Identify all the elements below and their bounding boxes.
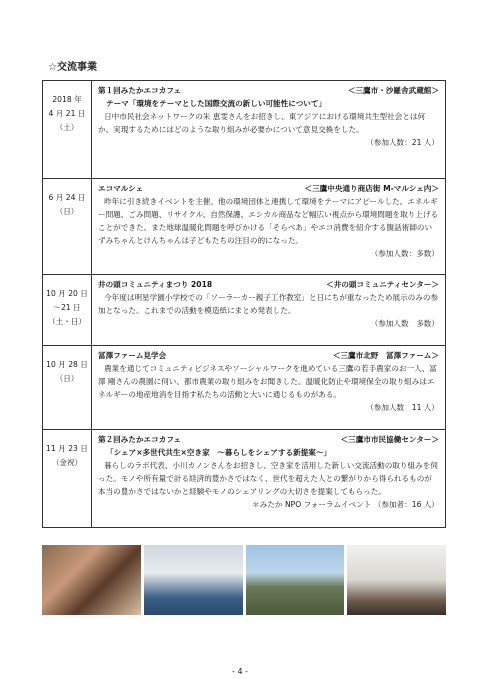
date-line: （金祝） xyxy=(51,458,83,467)
event-title: 第１回みたかエコカフェ xyxy=(98,86,182,95)
event-body xyxy=(92,179,446,275)
date-line: 6 月 24 日 xyxy=(48,193,86,202)
date-line: （日） xyxy=(55,374,79,383)
event-description: 暮らしのラボ代表、小川カノンさんをお招きし、空き家を活用した新しい交流活動の取り組みを伺った。モノや所有量で計る経済的豊かさではなく、世代を超えた人との繋がりから得られるものが本当の豊かさではないかと経験やモノのシェアリングの大切さを提案してもらった。 xyxy=(98,461,438,496)
event-venue: ＜三鷹市・沙羅舎武蔵館＞ xyxy=(347,86,439,95)
date-cell xyxy=(43,81,92,179)
table-row xyxy=(43,81,446,179)
date-line: （土） xyxy=(55,123,79,132)
date-cell xyxy=(43,179,92,275)
event-participants: （参加者：16 人） xyxy=(373,500,439,509)
photo-mascot-event xyxy=(144,545,243,615)
event-venue: ＜三鷹中央通り商店街 M-マルシェ内＞ xyxy=(304,184,439,193)
section-heading: ☆交流事業 xyxy=(48,62,97,73)
page-number: - 4 - xyxy=(232,667,248,676)
date-cell xyxy=(43,346,92,430)
event-description: 農業を通じてコミュニティビジネスやソーシャルワークを進めている三鷹の若手農家のお一人、冨澤 剛さんの農園に伺い、都市農業の取り組みをお聞きした。温暖化防止や環境保全の取り組みはエネルギーの地産地消を目指す私たちの活動と大いに通じるものがある。 xyxy=(98,364,437,399)
event-body xyxy=(92,346,446,430)
event-body xyxy=(92,81,446,179)
event-participants: （参加人数 多数） xyxy=(370,319,439,328)
event-participants: （参加人数：多数） xyxy=(370,249,439,258)
event-venue: ＜三鷹市市民協働センター＞ xyxy=(340,435,439,444)
date-line: ～21 日 xyxy=(53,303,81,312)
date-line: （日） xyxy=(55,207,79,216)
photo-farm-visit xyxy=(246,545,345,615)
event-description: 今年度は明星学園小学校での「ソーラーカー親子工作教室」と日にちが重なったため展示のみの参加となった。これまでの活動を模造紙にまとめ発表した。 xyxy=(98,293,439,315)
events-table xyxy=(42,80,446,528)
date-line: 10 月 28 日 xyxy=(46,360,88,369)
event-description: 昨年に引き続きイベントを主催、他の環境団体と連携して環境をテーマにアピールした。エネルギー問題、ごみ問題、リサイクル、自然保護、エシカル商品など幅広い視点から環境問題を取り上げることができた。また地球温暖化問題を呼びかける「そらべあ」やエコ消費を紹介する腹話術師のいずみちゃんとけんちゃんは子どもたちの注目の的になった。 xyxy=(98,197,439,245)
event-description: 日中市民社会ネットワークの朱 恵雯さんをお招きし、東アジアにおける環境共生型社会とは何か、実現するためにはどのような取り組みが必要かについて意見交換をした。 xyxy=(98,112,426,134)
event-participants: （参加人数：21 人） xyxy=(366,138,439,147)
event-body xyxy=(92,430,446,528)
table-row xyxy=(43,179,446,275)
event-participants: （参加人数 11 人） xyxy=(366,403,439,412)
date-cell xyxy=(43,430,92,528)
event-header xyxy=(98,182,439,195)
event-theme: テーマ「環境をテーマとした国際交流の新しい可能性について」 xyxy=(106,99,327,108)
photo-eco-cafe-speaker xyxy=(347,545,446,615)
date-line: 11 月 23 日 xyxy=(46,444,88,453)
event-header xyxy=(98,433,439,446)
table-row xyxy=(43,275,446,346)
event-title: 第２回みたかエコカフェ xyxy=(98,435,182,444)
date-line: 4 月 21 日 xyxy=(48,109,86,118)
photo-strip xyxy=(42,545,446,615)
table-row xyxy=(43,346,446,430)
event-body xyxy=(92,275,446,346)
event-venue: ＜井の頭コミュニティセンター＞ xyxy=(326,280,439,289)
event-title: 冨澤ファーム見学会 xyxy=(98,351,167,360)
event-title: 井の頭コミュニティまつり 2018 xyxy=(98,280,213,289)
date-line: （土・日） xyxy=(48,317,86,326)
date-line: 2018 年 xyxy=(52,95,82,104)
photo-craft-workshop xyxy=(42,545,141,615)
event-note: ＊みたか NPO フォーラムイベント xyxy=(252,500,372,509)
event-theme: 「シェア×多世代共生×空き家 ～暮らしをシェアする新提案～」 xyxy=(106,448,332,457)
date-cell xyxy=(43,275,92,346)
event-title: エコマルシェ xyxy=(98,184,144,193)
table-row xyxy=(43,430,446,528)
date-line: 10 月 20 日 xyxy=(46,289,88,298)
event-header xyxy=(98,278,439,291)
event-header xyxy=(98,349,439,362)
event-header xyxy=(98,84,439,97)
event-venue: ＜三鷹市北野 冨澤ファーム＞ xyxy=(332,351,439,360)
event-participants-line xyxy=(98,498,439,511)
